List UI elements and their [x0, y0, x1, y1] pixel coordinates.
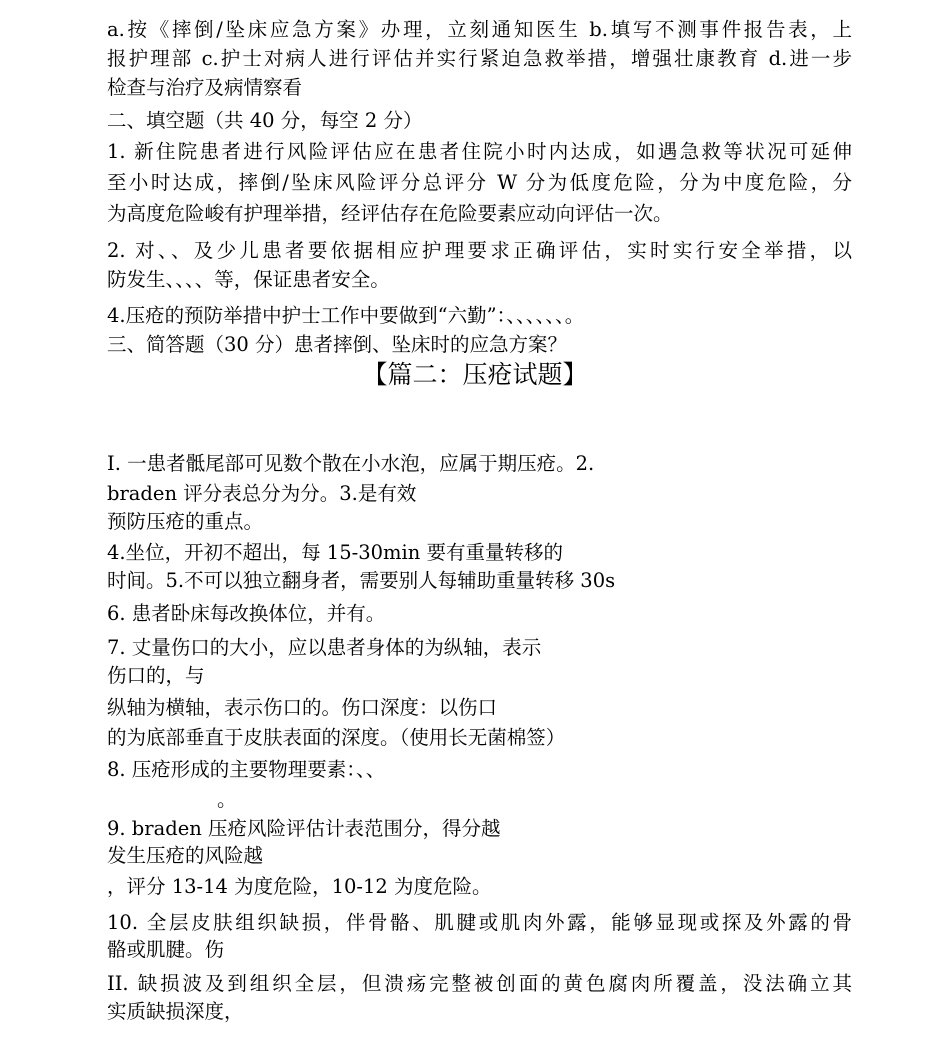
b-line-7: 7. 丈量伤口的大小，应以患者身体的为纵轴，表示 — [107, 636, 542, 659]
b-line-1: I. 一患者骶尾部可见数个散在小水泡，应属于期压疮。2. — [107, 452, 595, 475]
q11-line-1: II. 缺损波及到组织全层，但溃疡完整被创面的黄色腐肉所覆盖，没法确立其 — [107, 972, 852, 995]
b-line-8: 伤口的，与 — [107, 664, 205, 687]
section3-line: 三、简答题（30 分）患者摔倒、坠床时的应急方案？ — [107, 333, 568, 356]
b-line-10: 的为底部垂直于皮肤表面的深度。（使用长无菌棉签） — [107, 726, 566, 749]
q10-line-1: 10. 全层皮肤组织缺损，伴骨骼、肌腱或肌肉外露，能够显现或探及外露的骨 — [107, 911, 852, 934]
q4-line: 4.压疮的预防举措中护士工作中要做到“六勤”：、、、、、、。 — [107, 304, 585, 327]
q1-line-3: 为高度危险峻有护理举措，经评估存在危险要素应动向评估一次。 — [107, 202, 673, 225]
b-line-4: 4.坐位，开初不超出，每 15-30min 要有重量转移的 — [107, 541, 564, 564]
section-title: 【篇二：压疮试题】 — [362, 360, 588, 389]
b-line-11: 8. 压疮形成的主要物理要素：、、 — [107, 758, 386, 781]
section2-heading: 二、填空题（共 40 分，每空 2 分） — [107, 109, 423, 132]
answer-line-3: 检查与治疗及病情察看 — [107, 76, 303, 99]
answer-line-2: 报护理部 c.护士对病人进行评估并实行紧迫急救举措，增强壮康教育 d.进一步 — [107, 47, 852, 70]
b-line-2: braden 评分表总分为分。3.是有效 — [107, 482, 417, 505]
q1-line-1: 1. 新住院患者进行风险评估应在患者住院小时内达成，如遇急救等状况可延伸 — [107, 140, 852, 163]
q2-line-1: 2. 对、、及少儿患者要依据相应护理要求正确评估，实时实行安全举措，以 — [107, 239, 852, 262]
b-line-3: 预防压疮的重点。 — [107, 510, 264, 533]
b-line-14: 发生压疮的风险越 — [107, 844, 264, 867]
q2-line-2: 防发生、、、、等，保证患者安全。 — [107, 268, 390, 291]
b-line-15: ，评分 13-14 为度危险，10-12 为度危险。 — [107, 875, 492, 898]
answer-line-1: a.按《摔倒/坠床应急方案》办理，立刻通知医生 b.填写不测事件报告表，上 — [107, 18, 852, 41]
b-line-12: 。 — [217, 788, 237, 811]
q10-line-2: 骼或肌腱。伤 — [107, 938, 225, 961]
b-line-13: 9. braden 压疮风险评估计表范围分，得分越 — [107, 817, 501, 840]
q1-line-2: 至小时达成，摔倒/坠床风险评分总评分 W 分为低度危险，分为中度危险，分 — [107, 171, 852, 194]
q11-line-2: 实质缺损深度， — [107, 1000, 244, 1023]
b-line-5: 时间。5.不可以独立翻身者，需要别人每辅助重量转移 30s — [107, 569, 616, 592]
b-line-6: 6. 患者卧床每改换体位，并有。 — [107, 602, 386, 625]
b-line-9: 纵轴为横轴，表示伤口的。伤口深度：以伤口 — [107, 696, 498, 719]
